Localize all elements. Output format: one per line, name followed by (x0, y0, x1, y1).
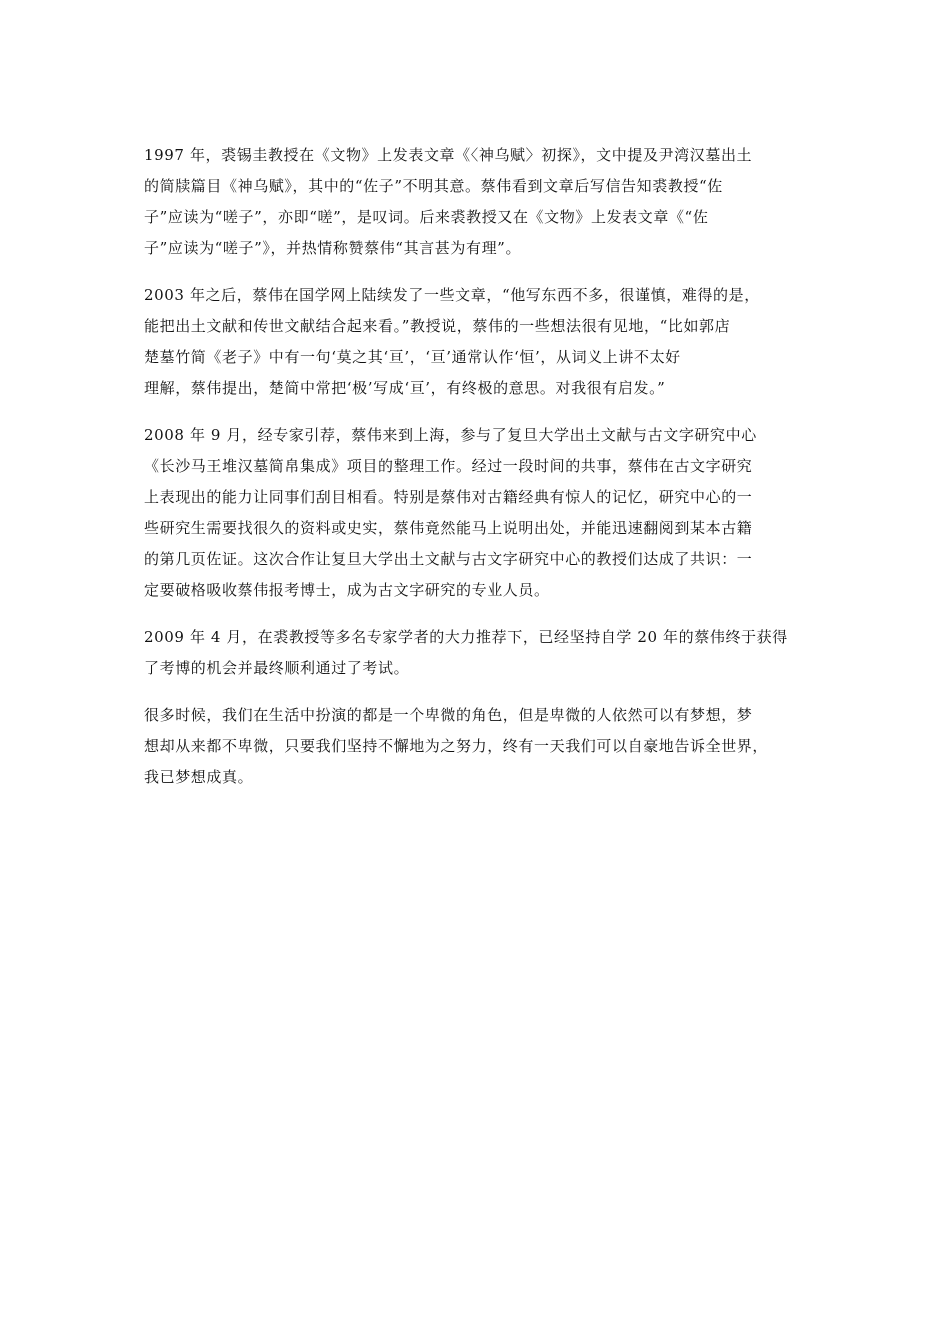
paragraph-3 (144, 420, 808, 606)
text-line: 2008 年 9 月，经专家引荐，蔡伟来到上海，参与了复旦大学出土文献与古文字研究中心 (144, 426, 757, 444)
text-line: 能把出土文献和传世文献结合起来看。”教授说，蔡伟的一些想法很有见地，“比如郭店 (144, 317, 731, 335)
text-line: 2009 年 4 月，在裘教授等多名专家学者的大力推荐下，已经坚持自学 20 年的蔡伟终于获得 (144, 628, 788, 646)
text-line: 2003 年之后，蔡伟在国学网上陆续发了一些文章，“他写东西不多，很谨慎，难得的是， (144, 286, 760, 304)
text-line: 的第几页佐证。这次合作让复旦大学出土文献与古文字研究中心的教授们达成了共识：一 (144, 550, 753, 568)
text-line: 很多时候，我们在生活中扮演的都是一个卑微的角色，但是卑微的人依然可以有梦想，梦 (144, 706, 753, 724)
text-line: 我已梦想成真。 (144, 768, 254, 786)
text-line: 的简牍篇目《神乌赋》，其中的“佐子”不明其意。蔡伟看到文章后写信告知裘教授“佐 (144, 177, 723, 195)
text-line: 《长沙马王堆汉墓简帛集成》项目的整理工作。经过一段时间的共事，蔡伟在古文字研究 (144, 457, 753, 475)
paragraph-5 (144, 700, 808, 793)
text-line: 上表现出的能力让同事们刮目相看。特别是蔡伟对古籍经典有惊人的记忆，研究中心的一 (144, 488, 753, 506)
text-line: 定要破格吸收蔡伟报考博士，成为古文字研究的专业人员。 (144, 581, 550, 599)
paragraph-4 (144, 622, 808, 684)
text-line: 子”应读为“嗟子”》，并热情称赞蔡伟“其言甚为有理”。 (144, 239, 522, 257)
text-line: 理解，蔡伟提出，楚简中常把‘极’写成‘亘’，有终极的意思。对我很有启发。” (144, 379, 666, 397)
text-line: 了考博的机会并最终顺利通过了考试。 (144, 659, 410, 677)
paragraph-2 (144, 280, 808, 404)
text-line: 些研究生需要找很久的资料或史实，蔡伟竟然能马上说明出处，并能迅速翻阅到某本古籍 (144, 519, 753, 537)
article-body (144, 140, 808, 809)
text-line: 楚墓竹简《老子》中有一句‘莫之其‘亘’，‘亘’通常认作‘恒’，从词义上讲不太好 (144, 348, 681, 366)
paragraph-1 (144, 140, 808, 264)
text-line: 子”应读为“嗟子”，亦即“嗟”，是叹词。后来裘教授又在《文物》上发表文章《“佐 (144, 208, 709, 226)
text-line: 想却从来都不卑微，只要我们坚持不懈地为之努力，终有一天我们可以自豪地告诉全世界， (144, 737, 769, 755)
text-line: 1997 年，裘锡圭教授在《文物》上发表文章《〈神乌赋〉初探》，文中提及尹湾汉墓出土 (144, 146, 753, 164)
